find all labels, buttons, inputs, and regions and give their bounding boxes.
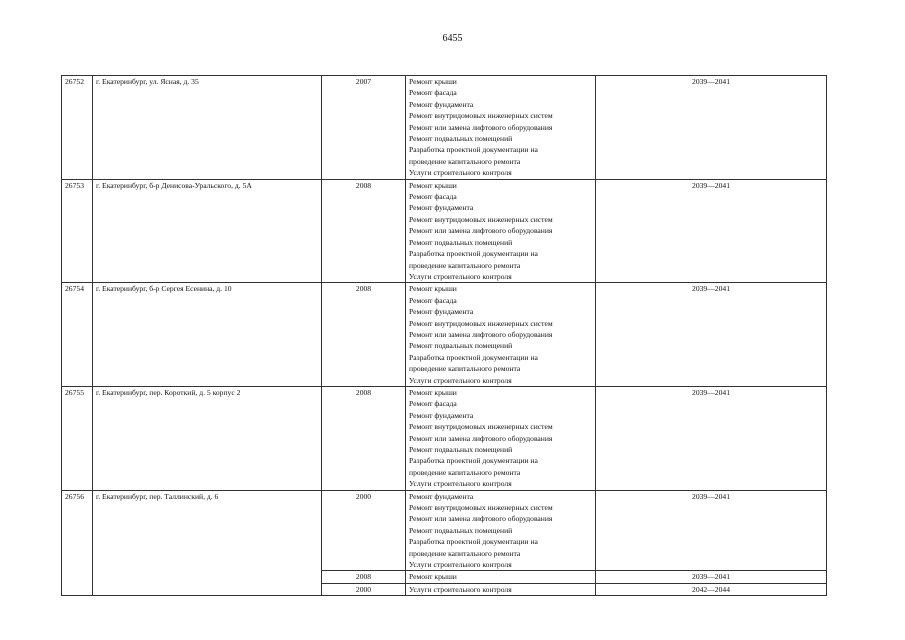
work-item: Разработка проектной документации на xyxy=(409,145,538,155)
house-number-cell: 26756 xyxy=(62,490,93,596)
page-number: 6455 xyxy=(442,33,463,44)
work-item: Ремонт фасада xyxy=(409,192,457,202)
house-number-cell: 26754 xyxy=(62,283,93,387)
house-number-cell: 26753 xyxy=(62,179,93,283)
year-cell: 2008 xyxy=(322,571,406,583)
year-cell: 2000 xyxy=(322,490,406,571)
work-item: Ремонт или замена лифтового оборудования xyxy=(409,514,553,524)
work-item: Ремонт внутридомовых инженерных систем xyxy=(409,111,553,121)
work-item: Ремонт фундамента xyxy=(409,99,474,109)
work-item: Ремонт крыши xyxy=(409,572,457,582)
work-item: Ремонт внутридомовых инженерных систем xyxy=(409,503,553,513)
work-item: Ремонт подвальных помещений xyxy=(409,341,513,351)
term-cell: 2039—2041 xyxy=(596,283,827,387)
term-cell: 2039—2041 xyxy=(596,386,827,490)
work-item: Услуги строительного контроля xyxy=(409,584,512,594)
works-cell xyxy=(406,283,596,387)
address-cell: г. Екатеринбург, ул. Ясная, д. 35 xyxy=(93,76,322,180)
address-cell: г. Екатеринбург, б-р Денисова-Уральского, д. 5А xyxy=(93,179,322,283)
term-cell: 2039—2041 xyxy=(596,571,827,583)
term-cell: 2039—2041 xyxy=(596,179,827,283)
year-cell: 2008 xyxy=(322,179,406,283)
works-cell xyxy=(406,76,596,180)
table-row xyxy=(62,179,827,283)
work-item: Ремонт фасада xyxy=(409,295,457,305)
work-item: Услуги строительного контроля xyxy=(409,168,512,178)
work-item: Услуги строительного контроля xyxy=(409,479,512,489)
term-cell: 2042—2044 xyxy=(596,583,827,595)
address-cell: г. Екатеринбург, пер. Таллинский, д. 6 xyxy=(93,490,322,596)
house-number-cell: 26755 xyxy=(62,386,93,490)
works-cell xyxy=(406,179,596,283)
house-number-cell: 26752 xyxy=(62,76,93,180)
year-cell: 2007 xyxy=(322,76,406,180)
year-cell: 2008 xyxy=(322,283,406,387)
work-item: Ремонт крыши xyxy=(409,180,457,190)
work-item: Ремонт крыши xyxy=(409,77,457,86)
address-cell: г. Екатеринбург, пер. Короткий, д. 5 корпус 2 xyxy=(93,386,322,490)
work-item: проведение капитального ремонта xyxy=(409,364,521,374)
table-row xyxy=(62,76,827,180)
work-item: Ремонт подвальных помещений xyxy=(409,237,513,247)
term-cell: 2039—2041 xyxy=(596,490,827,571)
work-item: Ремонт или замена лифтового оборудования xyxy=(409,433,553,443)
work-item: Ремонт фасада xyxy=(409,88,457,98)
work-item: Разработка проектной документации на xyxy=(409,537,538,547)
works-cell xyxy=(406,386,596,490)
work-item: Ремонт фасада xyxy=(409,399,457,409)
work-item: Ремонт подвальных помещений xyxy=(409,134,513,144)
work-item: Ремонт крыши xyxy=(409,387,457,397)
work-item: Ремонт фундамента xyxy=(409,410,474,420)
work-item: проведение капитального ремонта xyxy=(409,156,521,166)
table-row xyxy=(62,283,827,387)
work-item: Ремонт фундамента xyxy=(409,491,474,501)
work-item: Услуги строительного контроля xyxy=(409,271,512,281)
address-cell: г. Екатеринбург, б-р Сергея Есенина, д. 10 xyxy=(93,283,322,387)
work-item: Ремонт подвальных помещений xyxy=(409,525,513,535)
year-cell: 2008 xyxy=(322,386,406,490)
work-item: Разработка проектной документации на xyxy=(409,249,538,259)
work-item: Ремонт внутридомовых инженерных систем xyxy=(409,214,553,224)
work-item: Ремонт крыши xyxy=(409,284,457,294)
work-item: Ремонт или замена лифтового оборудования xyxy=(409,226,553,236)
works-cell xyxy=(406,583,596,595)
table-row xyxy=(62,490,827,571)
table-row xyxy=(62,386,827,490)
repair-schedule-table xyxy=(61,75,827,596)
work-item: проведение капитального ремонта xyxy=(409,548,521,558)
work-item: Разработка проектной документации на xyxy=(409,456,538,466)
work-item: Разработка проектной документации на xyxy=(409,352,538,362)
works-cell xyxy=(406,490,596,571)
work-item: проведение капитального ремонта xyxy=(409,467,521,477)
work-item: Ремонт внутридомовых инженерных систем xyxy=(409,318,553,328)
term-cell: 2039—2041 xyxy=(596,76,827,180)
works-cell xyxy=(406,571,596,583)
work-item: Услуги строительного контроля xyxy=(409,560,512,570)
work-item: Услуги строительного контроля xyxy=(409,375,512,385)
work-item: Ремонт внутридомовых инженерных систем xyxy=(409,422,553,432)
work-item: Ремонт фундамента xyxy=(409,307,474,317)
work-item: Ремонт подвальных помещений xyxy=(409,445,513,454)
work-item: Ремонт или замена лифтового оборудования xyxy=(409,122,553,132)
work-item: проведение капитального ремонта xyxy=(409,260,521,270)
year-cell: 2000 xyxy=(322,583,406,595)
work-item: Ремонт или замена лифтового оборудования xyxy=(409,329,553,339)
work-item: Ремонт фундамента xyxy=(409,203,474,213)
